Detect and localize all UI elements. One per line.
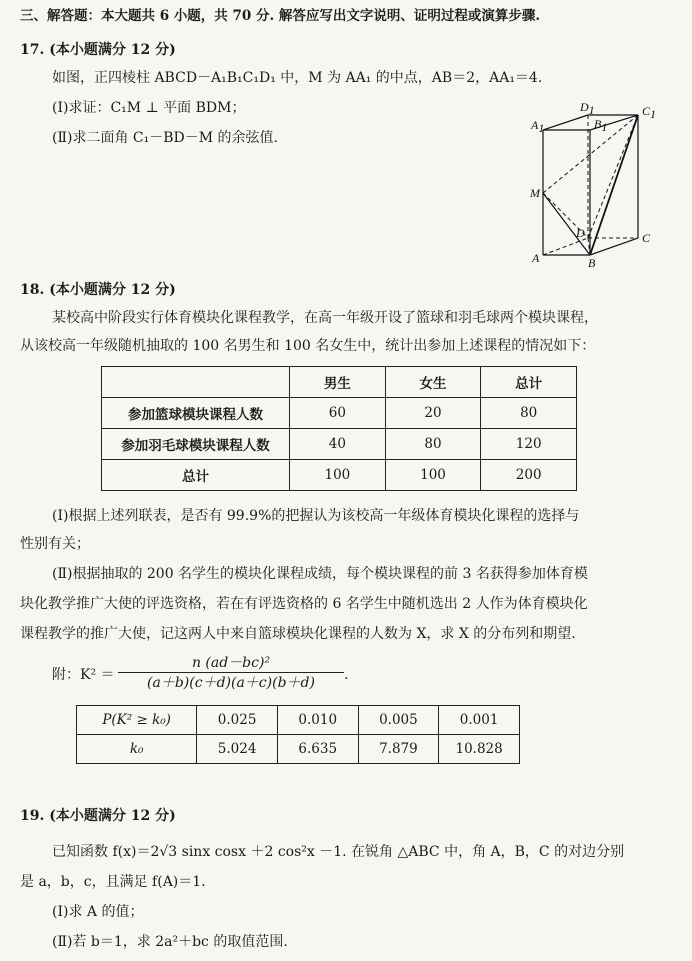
table-cell: 5.024 <box>197 735 278 764</box>
q18-part1-line1: (Ⅰ)根据上述列联表，是否有 99.9%的把握认为该校高一年级体育模块化课程的选择与 <box>52 508 580 524</box>
enrollment-table <box>101 366 577 491</box>
prism-figure <box>528 100 678 274</box>
header-cell <box>102 367 290 398</box>
q18-part2-line2: 块化教学推广大使的评选资格，若在有评选资格的 6 名学生中随机选出 2 人作为体育模块化 <box>20 596 588 612</box>
header-cell-male: 男生 <box>290 367 386 398</box>
prob-label: P(K² ≥ k₀) <box>77 706 197 735</box>
table-row <box>77 706 520 735</box>
table-row <box>102 429 577 460</box>
formula-numerator: n (ad－bc)² <box>191 655 271 671</box>
table-cell: 0.010 <box>277 706 358 735</box>
table-row <box>102 460 577 491</box>
table-cell: 10.828 <box>439 735 520 764</box>
k0-label: k₀ <box>77 735 197 764</box>
row-label: 参加羽毛球模块课程人数 <box>102 429 290 460</box>
q17-stem: 如图，正四棱柱 ABCD－A₁B₁C₁D₁ 中，M 为 AA₁ 的中点，AB＝2，AA₁＝4. <box>52 70 543 86</box>
section-header: 三、解答题：本大题共 6 小题，共 70 分. 解答应写出文字说明、证明过程或演算步骤. <box>20 8 541 24</box>
label-d1: D1 <box>580 100 595 117</box>
label-m: M <box>530 186 540 200</box>
table-cell: 80 <box>385 429 481 460</box>
q18-part1-line2: 性别有关； <box>20 536 90 552</box>
q18-stem-line1: 某校高中阶段实行体育模块化课程教学，在高一年级开设了篮球和羽毛球两个模块课程， <box>52 310 598 326</box>
label-c: C <box>642 231 651 245</box>
formula-end: . <box>344 667 349 683</box>
table-cell: 60 <box>290 398 386 429</box>
label-a: A <box>532 251 540 265</box>
q18-title: 18. (本小题满分 12 分) <box>20 282 176 298</box>
table-cell: 100 <box>290 460 386 491</box>
q18-stem-line2: 从该校高一年级随机抽取的 100 名男生和 100 名女生中，统计出参加上述课程的情况如下： <box>20 338 596 354</box>
table-row <box>77 735 520 764</box>
label-a1: A1 <box>531 118 545 135</box>
table-row <box>102 398 577 429</box>
table-cell: 100 <box>385 460 481 491</box>
header-cell-total: 总计 <box>481 367 577 398</box>
critical-value-table <box>76 705 520 764</box>
table-cell: 0.001 <box>439 706 520 735</box>
label-d: D <box>576 226 585 240</box>
table-cell: 0.025 <box>197 706 278 735</box>
table-cell: 40 <box>290 429 386 460</box>
q19-stem-line2: 是 a，b，c，且满足 f(A)＝1. <box>20 874 206 890</box>
label-c1: C1 <box>642 104 657 121</box>
table-cell: 80 <box>481 398 577 429</box>
table-cell: 6.635 <box>277 735 358 764</box>
k-squared-formula <box>118 654 344 693</box>
q17-part2: (Ⅱ)求二面角 C₁－BD－M 的余弦值. <box>52 130 278 146</box>
q17-part1: (Ⅰ)求证：C₁M ⊥ 平面 BDM； <box>52 100 246 116</box>
q18-part2-line3: 课程教学的推广大使，记这两人中来自篮球模块化课程的人数为 X，求 X 的分布列和期望. <box>20 626 576 642</box>
formula-prefix: 附：K² ＝ <box>52 667 115 683</box>
table-cell: 120 <box>481 429 577 460</box>
row-label: 总计 <box>102 460 290 491</box>
label-b: B <box>588 256 596 270</box>
q19-part2: (Ⅱ)若 b＝1，求 2a²＋bc 的取值范围. <box>52 934 288 950</box>
q19-part1: (Ⅰ)求 A 的值； <box>52 904 144 920</box>
table-cell: 0.005 <box>358 706 439 735</box>
table-cell: 20 <box>385 398 481 429</box>
formula-denominator: (a＋b)(c＋d)(a＋c)(b＋d) <box>118 672 344 693</box>
q19-title: 19. (本小题满分 12 分) <box>20 808 176 824</box>
table-cell: 7.879 <box>358 735 439 764</box>
row-label: 参加篮球模块课程人数 <box>102 398 290 429</box>
q17-title: 17. (本小题满分 12 分) <box>20 42 176 58</box>
q18-part2-line1: (Ⅱ)根据抽取的 200 名学生的模块化课程成绩，每个模块课程的前 3 名获得参加体育模 <box>52 566 588 582</box>
q19-stem-line1: 已知函数 f(x)＝2√3 sinx cosx ＋2 cos²x －1. 在锐角 △ABC 中，角 A，B，C 的对边分别 <box>52 844 625 860</box>
table-cell: 200 <box>481 460 577 491</box>
header-cell-female: 女生 <box>385 367 481 398</box>
label-b1: B1 <box>594 117 608 134</box>
